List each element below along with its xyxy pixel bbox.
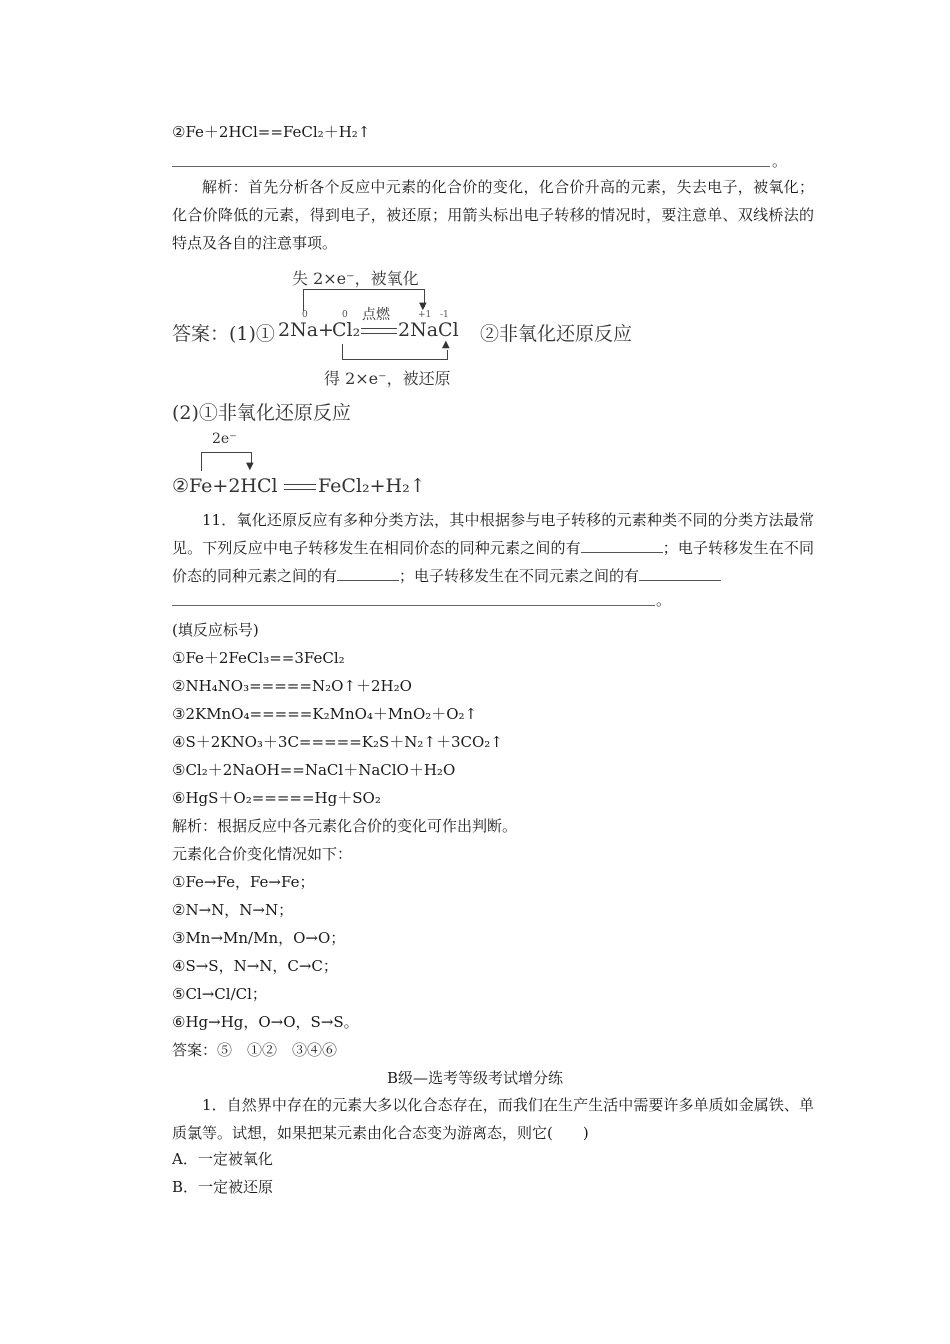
answer-part-2: (2)①非氧化还原反应 <box>172 402 351 424</box>
equals-top <box>284 484 316 485</box>
valence-change-4: ④S→S，N→N，C→C； <box>172 957 338 975</box>
question-11-stem <box>172 506 814 590</box>
reaction-2: ②NH₄NO₃=====N₂O↑＋2H₂O <box>172 677 412 695</box>
equals-bottom <box>284 489 316 490</box>
valence-change-6: ⑥Hg→Hg，O→O，S→S。 <box>172 1013 359 1031</box>
section-b-title: B级—选考等级考试增分练 <box>386 1069 564 1087</box>
option-b[interactable]: B．一定被还原 <box>172 1178 274 1196</box>
end-mark: 。 <box>772 152 788 170</box>
answer-blank-3-continued[interactable] <box>172 605 655 606</box>
ox-state-na-plus: +1 <box>418 310 432 320</box>
answer-blank-3[interactable] <box>639 566 721 581</box>
valence-change-2: ②N→N，N→N； <box>172 901 294 919</box>
valence-change-5: ⑤Cl→Cl/Cl； <box>172 985 267 1003</box>
q11-stem-part-b: ；电子转移发生在不同价态的同种元素之间的有 <box>172 539 814 585</box>
q11-stem-part-c: ；电子转移发生在不同元素之间的有 <box>399 567 640 585</box>
reaction-1: ①Fe＋2FeCl₃==3FeCl₂ <box>172 649 345 667</box>
arrow-down-icon: ▼ <box>246 461 254 472</box>
answer-blank-1[interactable] <box>581 538 663 553</box>
reaction-type-2: ②非氧化还原反应 <box>480 323 633 345</box>
fe-equation-reactants: ②Fe+2HCl <box>172 475 278 497</box>
bridge-bottom-bar <box>342 359 448 360</box>
reaction-condition: 点燃 <box>362 307 390 323</box>
bridge-left-stem <box>303 289 304 311</box>
q11-stem-part-a: 11．氧化还原反应有多种分类方法，其中根据参与电子转移的元素种类不同的分类方法最常见。下列反应中电子转移发生在相同价态的同种元素之间的有 <box>172 511 814 557</box>
option-a[interactable]: A．一定被氧化 <box>172 1150 273 1168</box>
reaction-4: ④S＋2KNO₃＋3C=====K₂S＋N₂↑＋3CO₂↑ <box>172 733 503 751</box>
bridge-bottom-right-stem <box>447 350 448 360</box>
oxidation-label: 失 2×e⁻，被氧化 <box>292 269 419 288</box>
fill-note: (填反应标号) <box>172 621 259 639</box>
reaction-6: ⑥HgS＋O₂=====Hg＋SO₂ <box>172 789 381 807</box>
q10-equation-2: ②Fe＋2HCl==FeCl₂＋H₂↑ <box>172 123 371 141</box>
arrow-down-icon: ▼ <box>419 301 427 312</box>
ox-state-cl: 0 <box>342 310 348 320</box>
answer-blank-line <box>172 166 770 167</box>
valence-change-3: ③Mn→Mn/Mn，O→O； <box>172 929 346 947</box>
equation-reactants: 2Na+ <box>278 319 334 341</box>
reduction-label: 得 2×e⁻，被还原 <box>324 369 451 388</box>
ox-state-cl-minus: -1 <box>440 310 449 320</box>
electron-count-label: 2e⁻ <box>212 431 237 447</box>
answer-prefix: 答案：(1)① <box>172 323 275 345</box>
fe-equation-products: FeCl₂+H₂↑ <box>318 475 426 497</box>
equation-product: 2NaCl <box>398 319 459 341</box>
valence-change-1: ①Fe→Fe，Fe→Fe； <box>172 873 315 891</box>
reaction-3: ③2KMnO₄=====K₂MnO₄＋MnO₂＋O₂↑ <box>172 705 478 723</box>
arrow-up-icon: ▲ <box>442 339 450 350</box>
section-b-question-1: 1．自然界中存在的元素大多以化合态存在，而我们在生产生活中需要许多单质如金属铁、单质氯等。试想，如果把某元素由化合态变为游离态，则它( ) <box>172 1096 814 1142</box>
q11-analysis: 解析：根据反应中各元素化合价的变化可作出判断。 <box>172 817 518 835</box>
ox-state-na: 0 <box>302 310 308 320</box>
single-bridge-bar <box>201 452 252 453</box>
reaction-5: ⑤Cl₂＋2NaOH==NaCl＋NaClO＋H₂O <box>172 761 456 779</box>
equation-cl2: Cl₂ <box>332 319 361 341</box>
single-bridge-left-stem <box>201 452 202 471</box>
bridge-bottom-left-stem <box>342 344 343 360</box>
q10-analysis: 解析：首先分析各个反应中元素的化合价的变化，化合价升高的元素，失去电子，被氧化；化合价降低的元素，得到电子，被还原；用箭头标出电子转移的情况时，要注意单、双线桥法的特点及各自的注意事项。 <box>172 178 814 252</box>
equals-top <box>361 328 397 329</box>
equals-bottom <box>361 333 397 334</box>
q11-answer: 答案：⑤ ①② ③④⑥ <box>172 1041 338 1059</box>
end-mark: 。 <box>656 591 672 609</box>
valence-change-title: 元素化合价变化情况如下： <box>172 845 353 863</box>
bridge-top-bar <box>303 289 425 290</box>
answer-blank-2[interactable] <box>337 566 399 581</box>
